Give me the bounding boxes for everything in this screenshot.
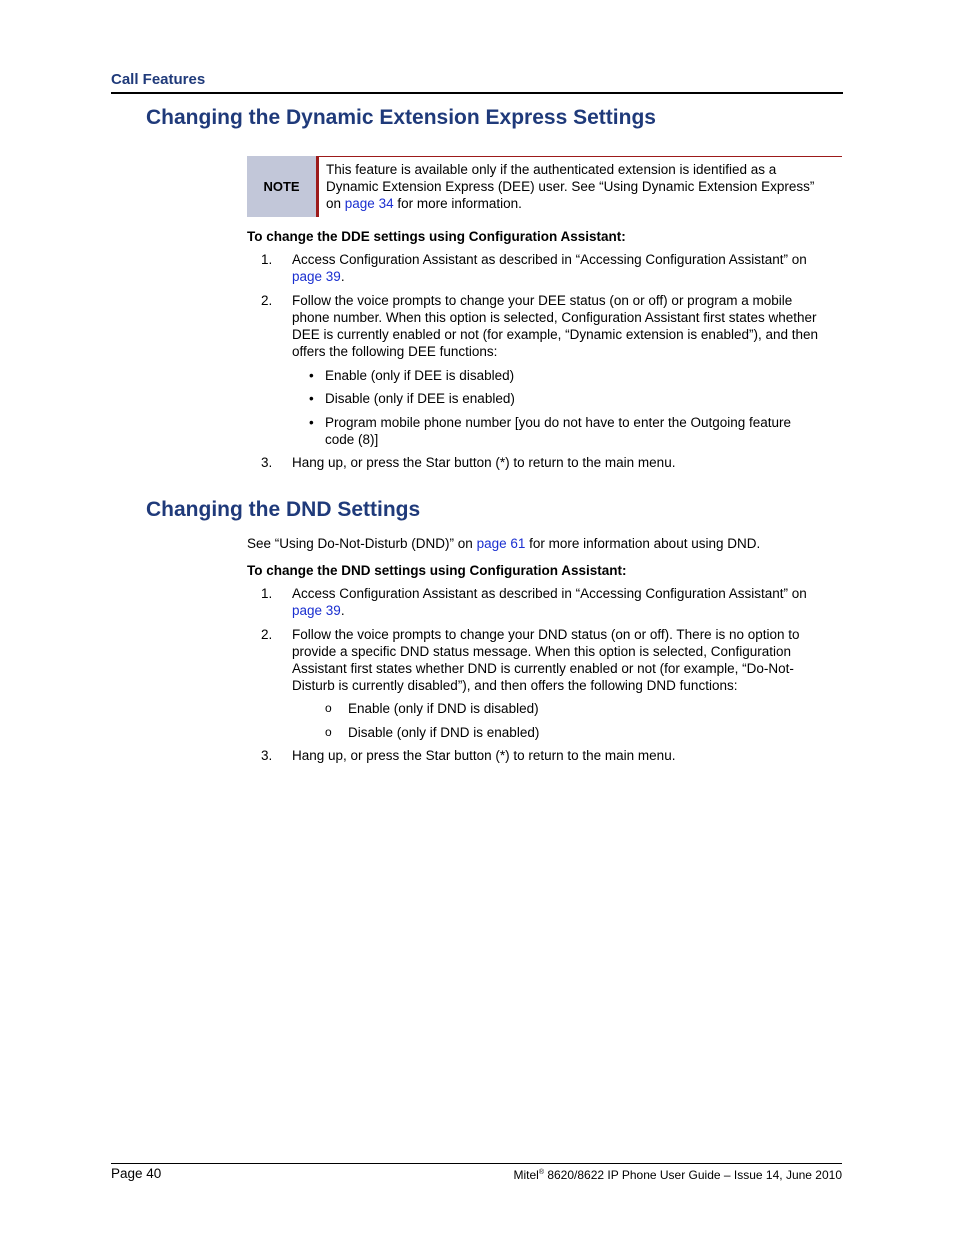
bullet-line: code (8)] [325, 432, 379, 447]
step-line: Access Configuration Assistant as described in “Accessing Configuration Assistant” on [292, 252, 807, 267]
bullet-marker: • [309, 415, 314, 430]
step-text [292, 251, 807, 285]
brand-name: Mitel [513, 1168, 539, 1182]
step-text-fragment: . [340, 269, 345, 284]
step-line: offers the following DEE functions: [292, 344, 498, 359]
note-top-rule [319, 156, 842, 157]
subitem-text: Enable (only if DND is disabled) [348, 701, 539, 716]
bullet-text: Disable (only if DEE is enabled) [325, 391, 515, 406]
section-title-dee: Changing the Dynamic Extension Express Settings [146, 106, 656, 129]
step-line: Follow the voice prompts to change your DND status (on or off). There is no option to [292, 627, 800, 642]
guide-title: 8620/8622 IP Phone User Guide – Issue 14, June 2010 [544, 1168, 842, 1182]
page-link[interactable]: page 61 [476, 536, 526, 551]
step-number: 3. [261, 455, 273, 470]
step-number: 3. [261, 748, 273, 763]
note-text-fragment: on [326, 196, 345, 211]
step-line: phone number. When this option is selected, Configuration Assistant first states whether [292, 310, 817, 325]
step-text [292, 626, 800, 694]
intro-fragment: for more information about using DND. [525, 536, 761, 551]
footer-rule [111, 1163, 842, 1164]
step-number: 2. [261, 293, 273, 308]
registered-mark: ® [538, 1169, 544, 1176]
step-text [292, 585, 807, 619]
note-box [247, 156, 842, 217]
step-line [292, 602, 807, 619]
step-line: Follow the voice prompts to change your DEE status (on or off) or program a mobile [292, 293, 793, 308]
step-text: Hang up, or press the Star button (*) to return to the main menu. [292, 748, 676, 763]
intro-fragment: See “Using Do-Not-Disturb (DND)” on [247, 536, 477, 551]
note-line: This feature is available only if the authenticated extension is identified as a [326, 162, 777, 177]
step-number: 1. [261, 252, 273, 267]
step-text [292, 292, 818, 360]
note-label: NOTE [247, 156, 316, 217]
circle-marker: o [325, 725, 332, 739]
header-rule [111, 92, 843, 94]
running-head: Call Features [111, 71, 206, 88]
step-line: provide a specific DND status message. When this option is selected, Configuration [292, 644, 791, 659]
page-link[interactable]: page 34 [344, 196, 394, 211]
note-line: Dynamic Extension Express (DEE) user. See “Using Dynamic Extension Express” [326, 179, 815, 194]
step-text: Hang up, or press the Star button (*) to return to the main menu. [292, 455, 676, 470]
bullet-text: Enable (only if DEE is disabled) [325, 368, 515, 383]
step-text-fragment: . [340, 603, 345, 618]
step-line: Disturb is currently disabled”), and then offers the following DND functions: [292, 678, 738, 693]
step-line: Access Configuration Assistant as described in “Accessing Configuration Assistant” on [292, 586, 807, 601]
note-divider [316, 156, 319, 217]
step-line [292, 268, 807, 285]
step-line: DEE is currently enabled or not (for example, “Dynamic extension is enabled”), and then [292, 327, 819, 342]
circle-marker: o [325, 701, 332, 715]
section-title-dnd: Changing the DND Settings [146, 498, 421, 521]
subitem-text: Disable (only if DND is enabled) [348, 725, 540, 740]
bullet-line: Program mobile phone number [you do not have to enter the Outgoing feature [325, 415, 792, 430]
note-text-fragment: for more information. [393, 196, 522, 211]
step-line: Assistant first states whether DND is currently enabled or not (for example, “Do-Not- [292, 661, 794, 676]
page-link[interactable]: page 39 [292, 603, 341, 618]
bullet-marker: • [309, 368, 314, 383]
procedure-heading: To change the DDE settings using Configuration Assistant: [247, 229, 626, 244]
intro-text [247, 535, 760, 552]
step-number: 1. [261, 586, 273, 601]
step-number: 2. [261, 627, 273, 642]
page-number: Page 40 [111, 1166, 162, 1181]
bullet-marker: • [309, 391, 314, 406]
bullet-text [325, 414, 791, 448]
page-link[interactable]: page 39 [292, 269, 341, 284]
note-text [326, 161, 841, 212]
note-line [326, 195, 841, 212]
footer-guide-title [513, 1168, 842, 1182]
procedure-heading: To change the DND settings using Configuration Assistant: [247, 563, 627, 578]
